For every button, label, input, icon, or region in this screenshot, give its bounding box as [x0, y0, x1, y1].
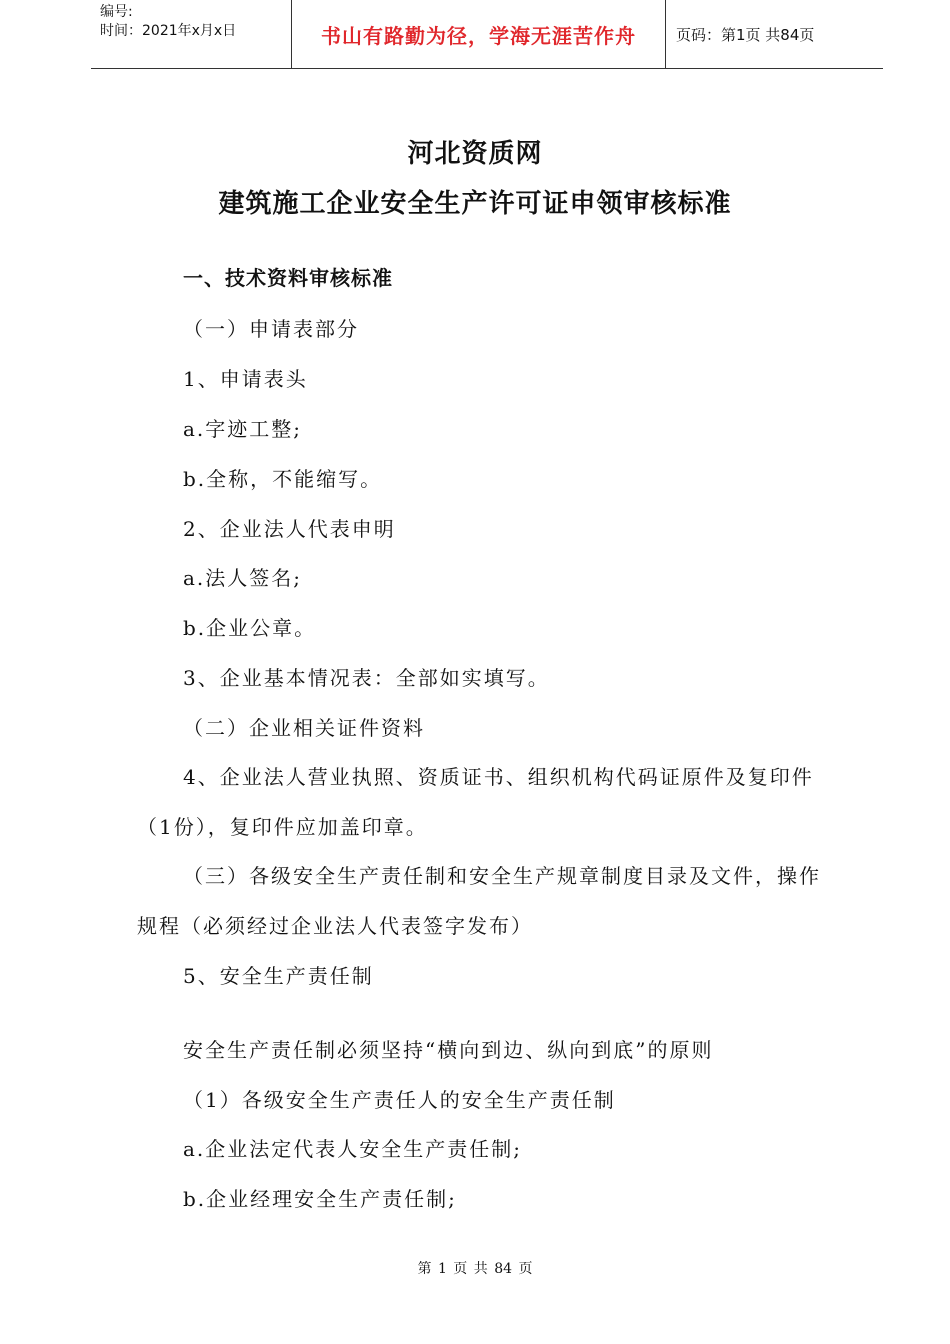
body-line: b.全称，不能缩写。	[183, 467, 383, 491]
header-number-label: 编号:	[100, 4, 133, 20]
body-line: （三）各级安全生产责任制和安全生产规章制度目录及文件，操作	[183, 864, 821, 888]
body-line: b.企业经理安全生产责任制;	[183, 1187, 457, 1211]
body-line: b.企业公章。	[183, 616, 317, 640]
body-line: 5、安全生产责任制	[183, 964, 374, 988]
body-line: 4、企业法人营业执照、资质证书、组织机构代码证原件及复印件	[183, 765, 814, 789]
document-title-line1: 河北资质网	[407, 139, 543, 169]
body-line: 1、申请表头	[183, 367, 308, 391]
section-heading: 一、技术资料审核标准	[183, 266, 393, 290]
body-line: 2、企业法人代表申明	[183, 517, 396, 541]
page-footer: 第 1 页 共 84 页	[417, 1261, 533, 1277]
body-line: 规程（必须经过企业法人代表签字发布）	[137, 914, 533, 938]
page-header	[91, 0, 883, 69]
body-line: a.字迹工整;	[183, 417, 303, 441]
header-meta	[91, 0, 292, 68]
header-page-info: 页码：第1页 共84页	[676, 25, 815, 44]
body-line: 3、企业基本情况表：全部如实填写。	[183, 666, 550, 690]
body-line: a.企业法定代表人安全生产责任制;	[183, 1137, 523, 1161]
body-line: （1）各级安全生产责任人的安全生产责任制	[183, 1088, 616, 1112]
body-line: a.法人签名;	[183, 566, 303, 590]
body-line: （二）企业相关证件资料	[183, 716, 425, 740]
body-line: （一）申请表部分	[183, 317, 359, 341]
header-motto: 书山有路勤为径，学海无涯苦作舟	[292, 0, 666, 68]
document-title-line2: 建筑施工企业安全生产许可证申领审核标准	[218, 189, 732, 219]
header-time-label: 时间：2021年x月x日	[100, 23, 237, 39]
body-line: 安全生产责任制必须坚持“横向到边、纵向到底”的原则	[183, 1038, 714, 1062]
body-line: （1份），复印件应加盖印章。	[137, 815, 428, 839]
